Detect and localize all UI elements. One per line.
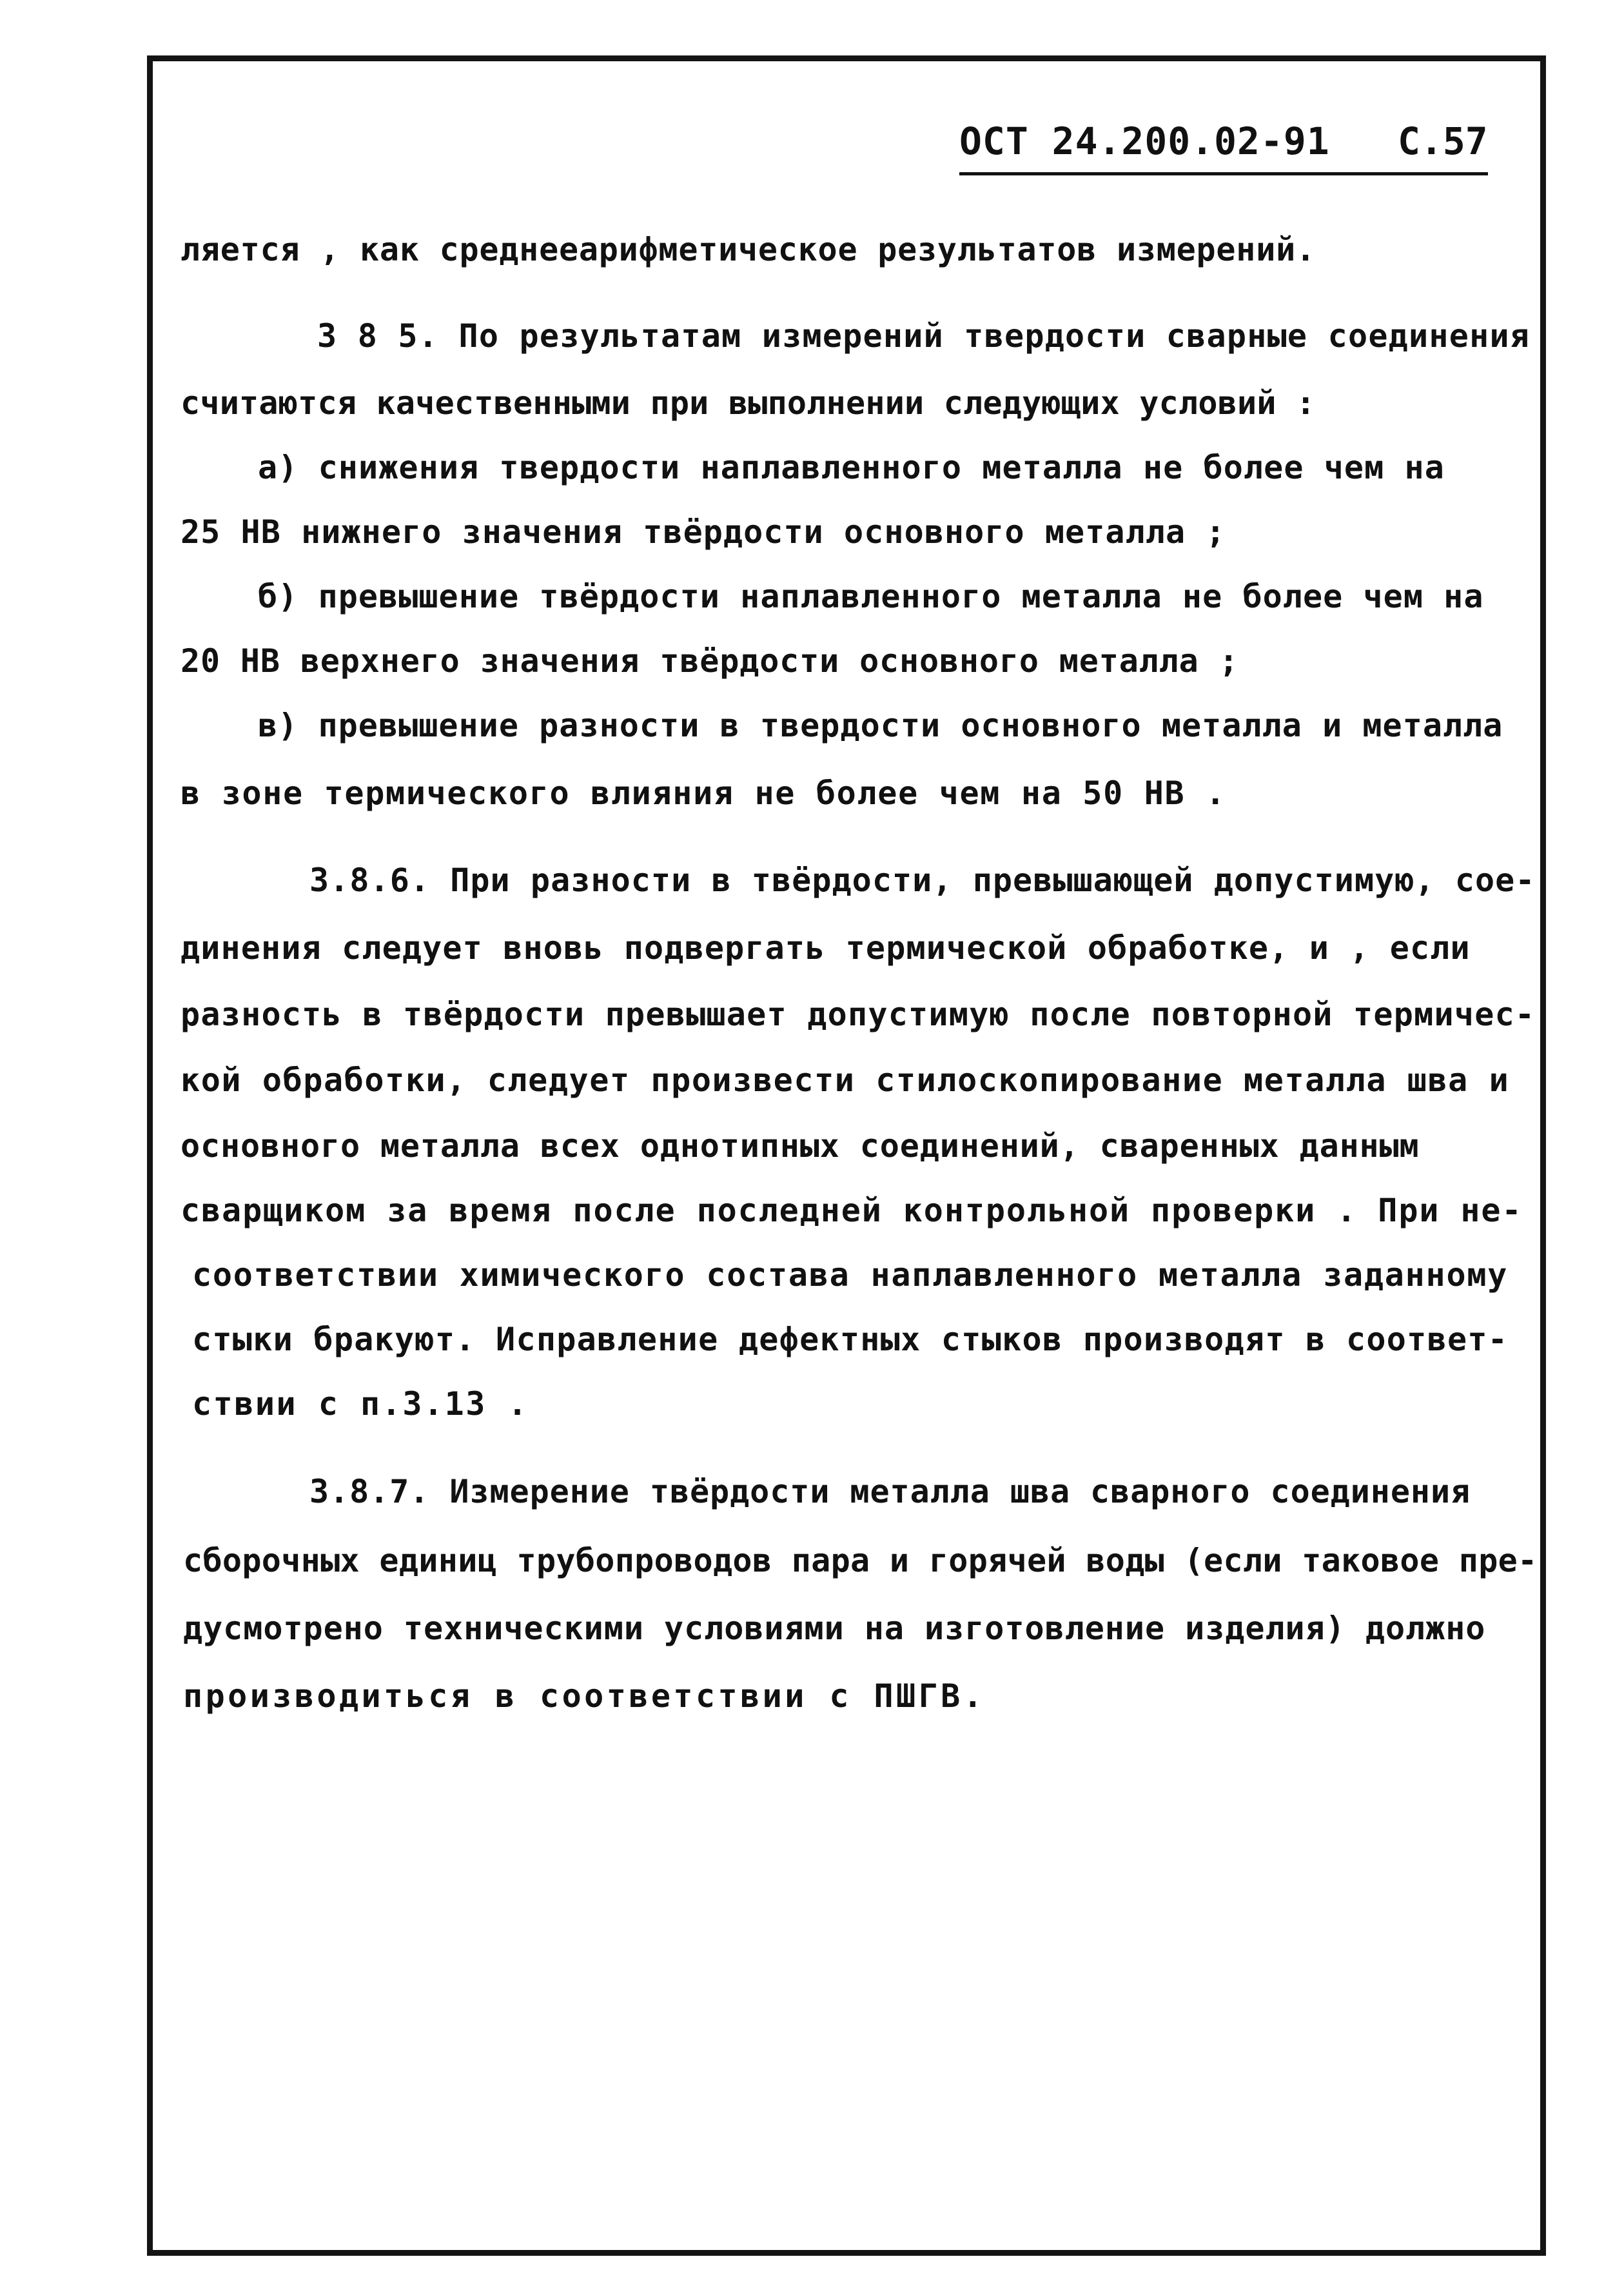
text-line: в зоне термического влияния не более чем на 50 НВ . xyxy=(181,774,1226,812)
text-line: основного металла всех однотипных соединений, сваренных данным xyxy=(181,1127,1420,1165)
text-line: дусмотрено техническими условиями на изготовление изделия) должно xyxy=(183,1610,1486,1647)
text-line: сварщиком за время после последней контрольной проверки . При не- xyxy=(181,1192,1523,1229)
list-item-b: б) превышение твёрдости наплавленного металла не более чем на xyxy=(258,578,1484,615)
text-line: считаются качественными при выполнении следующих условий : xyxy=(181,384,1316,422)
section-heading-3-8-5: 3 8 5. По результатам измерений твердости сварные соединения xyxy=(317,317,1531,355)
list-item-a: а) снижения твердости наплавленного металла не более чем на xyxy=(258,449,1445,486)
text-line: разность в твёрдости превышает допустимую после повторной термичес- xyxy=(181,996,1536,1033)
text-line: сборочных единиц трубопроводов пара и горячей воды (если таковое пре- xyxy=(183,1542,1538,1579)
document-code: ОСТ 24.200.02-91 xyxy=(959,119,1330,163)
text-line: динения следует вновь подвергать термической обработке, и , если xyxy=(181,929,1471,967)
text-line: 20 НВ верхнего значения твёрдости основного металла ; xyxy=(181,642,1239,680)
text-line: стыки бракуют. Исправление дефектных стыков производят в соответ- xyxy=(192,1321,1509,1358)
text-line: ствии с п.3.13 . xyxy=(192,1385,529,1423)
text-line: ляется , как среднееарифметическое результатов измерений. xyxy=(181,231,1316,268)
section-heading-3-8-7: 3.8.7. Измерение твёрдости металла шва сварного соединения xyxy=(309,1473,1471,1510)
text-line: 25 НВ нижнего значения твёрдости основного металла ; xyxy=(181,513,1226,551)
header-underline xyxy=(959,172,1488,175)
page-header xyxy=(959,119,1488,177)
page-number: С.57 xyxy=(1398,119,1488,163)
text-line: производиться в соответствии с ПШГВ. xyxy=(183,1677,986,1715)
text-line: кой обработки, следует произвести стилоскопирование металла шва и xyxy=(181,1061,1510,1099)
section-heading-3-8-6: 3.8.6. При разности в твёрдости, превышающей допустимую, сое- xyxy=(309,862,1536,899)
text-line: соответствии химического состава наплавленного металла заданному xyxy=(192,1256,1509,1294)
list-item-v: в) превышение разности в твердости основного металла и металла xyxy=(258,707,1503,744)
